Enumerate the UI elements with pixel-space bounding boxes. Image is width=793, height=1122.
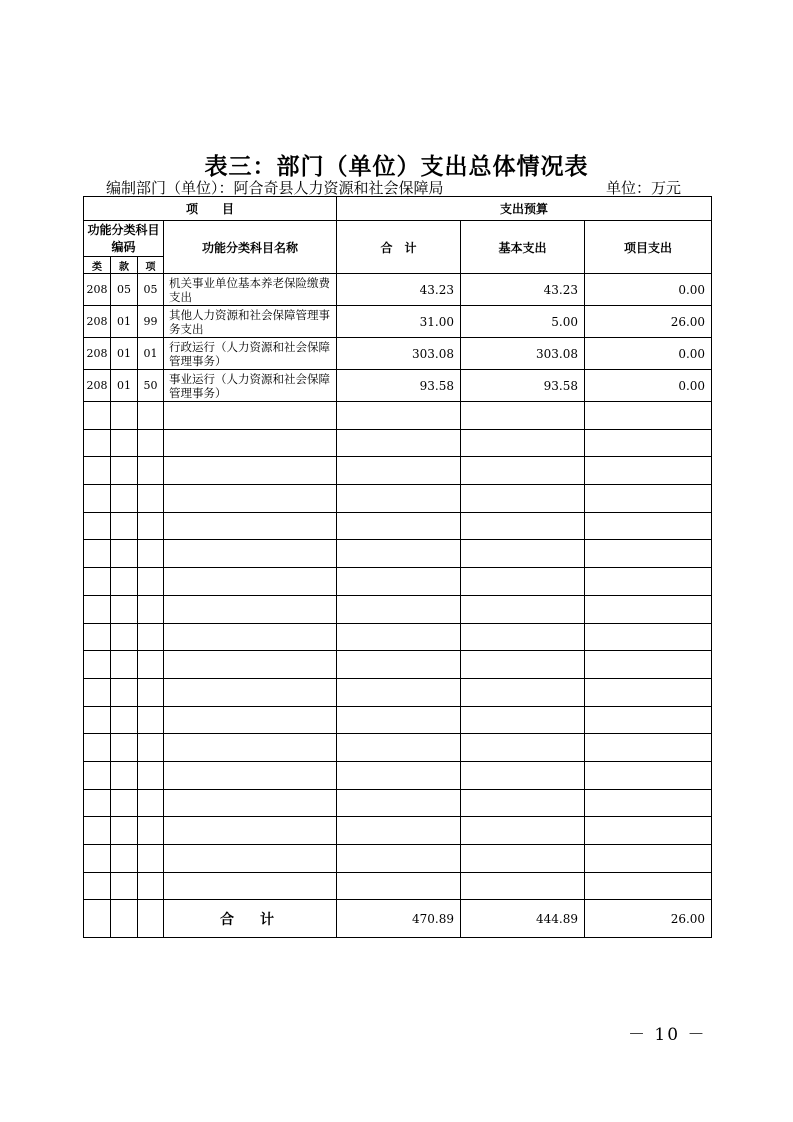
empty-cell (461, 651, 585, 679)
empty-cell (164, 485, 337, 513)
empty-row (84, 761, 712, 789)
total-row (84, 900, 712, 938)
empty-cell (337, 817, 461, 845)
empty-row (84, 678, 712, 706)
header-code-group: 功能分类科目编码 (84, 221, 164, 257)
header-row-mid (84, 221, 712, 257)
empty-row (84, 789, 712, 817)
empty-cell (461, 512, 585, 540)
empty-cell (164, 651, 337, 679)
item-name: 机关事业单位基本养老保险缴费支出 (164, 274, 337, 306)
header-kuan: 款 (111, 257, 138, 274)
empty-cell (111, 457, 138, 485)
empty-row (84, 651, 712, 679)
empty-cell (164, 429, 337, 457)
empty-cell (111, 761, 138, 789)
empty-cell (164, 678, 337, 706)
empty-cell (138, 761, 164, 789)
item-project: 26.00 (585, 306, 712, 338)
empty-cell (84, 568, 111, 596)
empty-cell (164, 817, 337, 845)
empty-cell (111, 651, 138, 679)
item-project: 0.00 (585, 338, 712, 370)
empty-cell (585, 540, 712, 568)
empty-cell (461, 485, 585, 513)
empty-cell (337, 623, 461, 651)
empty-cell (164, 595, 337, 623)
empty-cell (585, 595, 712, 623)
empty-cell (337, 485, 461, 513)
item-total: 43.23 (337, 274, 461, 306)
item-name: 行政运行（人力资源和社会保障管理事务） (164, 338, 337, 370)
table-row (84, 306, 712, 338)
item-total: 303.08 (337, 338, 461, 370)
empty-cell (84, 734, 111, 762)
header-basic: 基本支出 (461, 221, 585, 274)
empty-cell (164, 761, 337, 789)
code-xiang: 05 (138, 274, 164, 306)
empty-row (84, 429, 712, 457)
empty-cell (337, 595, 461, 623)
code-xiang: 99 (138, 306, 164, 338)
empty-cell (461, 706, 585, 734)
item-project: 0.00 (585, 370, 712, 402)
empty-row (84, 845, 712, 873)
empty-cell (111, 540, 138, 568)
empty-cell (84, 595, 111, 623)
empty-cell (585, 568, 712, 596)
empty-cell (111, 678, 138, 706)
empty-row (84, 817, 712, 845)
empty-cell (111, 900, 138, 938)
empty-cell (164, 706, 337, 734)
empty-cell (138, 651, 164, 679)
empty-cell (164, 872, 337, 900)
total-project: 26.00 (585, 900, 712, 938)
empty-cell (164, 402, 337, 430)
empty-cell (111, 706, 138, 734)
empty-cell (138, 595, 164, 623)
code-xiang: 50 (138, 370, 164, 402)
empty-cell (585, 623, 712, 651)
empty-cell (461, 402, 585, 430)
empty-cell (164, 568, 337, 596)
table-row (84, 274, 712, 306)
empty-cell (164, 457, 337, 485)
page-number: － 10 － (628, 1025, 707, 1045)
empty-cell (84, 872, 111, 900)
empty-cell (84, 651, 111, 679)
item-basic: 93.58 (461, 370, 585, 402)
empty-cell (337, 540, 461, 568)
empty-cell (111, 845, 138, 873)
empty-cell (585, 789, 712, 817)
empty-cell (337, 872, 461, 900)
item-name: 事业运行（人力资源和社会保障管理事务） (164, 370, 337, 402)
empty-cell (84, 485, 111, 513)
empty-cell (138, 540, 164, 568)
code-lei: 208 (84, 370, 111, 402)
empty-cell (138, 429, 164, 457)
empty-row (84, 485, 712, 513)
empty-cell (138, 734, 164, 762)
empty-cell (111, 429, 138, 457)
empty-cell (337, 845, 461, 873)
empty-row (84, 734, 712, 762)
code-lei: 208 (84, 338, 111, 370)
empty-cell (461, 734, 585, 762)
empty-cell (111, 872, 138, 900)
header-xiang: 项 (138, 257, 164, 274)
item-total: 93.58 (337, 370, 461, 402)
empty-cell (138, 678, 164, 706)
empty-cell (337, 734, 461, 762)
empty-cell (111, 485, 138, 513)
empty-cell (84, 789, 111, 817)
item-basic: 303.08 (461, 338, 585, 370)
page-title: 表三：部门（单位）支出总体情况表 (204, 154, 589, 180)
header-name: 功能分类科目名称 (164, 221, 337, 274)
empty-cell (585, 651, 712, 679)
total-sum: 470.89 (337, 900, 461, 938)
header-budget: 支出预算 (337, 197, 712, 221)
item-total: 31.00 (337, 306, 461, 338)
code-lei: 208 (84, 306, 111, 338)
code-kuan: 01 (111, 338, 138, 370)
empty-cell (585, 429, 712, 457)
empty-cell (337, 402, 461, 430)
empty-cell (164, 512, 337, 540)
empty-cell (138, 402, 164, 430)
unit-line: 单位：万元 (606, 179, 682, 197)
empty-cell (461, 457, 585, 485)
empty-cell (84, 900, 111, 938)
empty-cell (461, 429, 585, 457)
empty-cell (461, 678, 585, 706)
empty-cell (461, 623, 585, 651)
empty-row (84, 568, 712, 596)
empty-cell (337, 512, 461, 540)
code-xiang: 01 (138, 338, 164, 370)
empty-cell (138, 789, 164, 817)
empty-cell (585, 485, 712, 513)
empty-cell (585, 678, 712, 706)
empty-row (84, 540, 712, 568)
expenditure-table (83, 196, 712, 938)
total-label: 合 计 (164, 900, 337, 938)
header-total: 合 计 (337, 221, 461, 274)
table-row (84, 370, 712, 402)
empty-row (84, 402, 712, 430)
empty-cell (138, 706, 164, 734)
empty-cell (138, 845, 164, 873)
empty-cell (461, 761, 585, 789)
empty-cell (138, 568, 164, 596)
empty-cell (138, 623, 164, 651)
empty-cell (138, 817, 164, 845)
empty-cell (461, 540, 585, 568)
empty-cell (138, 485, 164, 513)
empty-cell (461, 872, 585, 900)
empty-cell (337, 429, 461, 457)
empty-cell (164, 789, 337, 817)
empty-cell (84, 761, 111, 789)
empty-cell (138, 900, 164, 938)
header-lei: 类 (84, 257, 111, 274)
empty-cell (138, 872, 164, 900)
empty-cell (337, 706, 461, 734)
empty-row (84, 595, 712, 623)
empty-cell (585, 734, 712, 762)
empty-cell (337, 651, 461, 679)
empty-row (84, 872, 712, 900)
total-basic: 444.89 (461, 900, 585, 938)
empty-cell (337, 761, 461, 789)
item-project: 0.00 (585, 274, 712, 306)
empty-row (84, 623, 712, 651)
empty-cell (461, 595, 585, 623)
empty-cell (461, 845, 585, 873)
empty-cell (138, 512, 164, 540)
empty-cell (585, 457, 712, 485)
code-kuan: 01 (111, 370, 138, 402)
empty-cell (138, 457, 164, 485)
empty-cell (84, 402, 111, 430)
empty-cell (84, 512, 111, 540)
empty-cell (111, 595, 138, 623)
header-project: 项目支出 (585, 221, 712, 274)
empty-cell (164, 540, 337, 568)
empty-cell (337, 789, 461, 817)
item-basic: 43.23 (461, 274, 585, 306)
empty-cell (84, 623, 111, 651)
empty-cell (585, 817, 712, 845)
header-row-top (84, 197, 712, 221)
empty-row (84, 512, 712, 540)
empty-cell (461, 568, 585, 596)
item-name: 其他人力资源和社会保障管理事务支出 (164, 306, 337, 338)
empty-cell (84, 457, 111, 485)
empty-cell (585, 402, 712, 430)
empty-cell (585, 845, 712, 873)
code-lei: 208 (84, 274, 111, 306)
empty-cell (585, 761, 712, 789)
empty-cell (111, 623, 138, 651)
empty-cell (585, 512, 712, 540)
empty-cell (84, 817, 111, 845)
empty-row (84, 706, 712, 734)
empty-cell (84, 429, 111, 457)
empty-cell (111, 512, 138, 540)
empty-cell (164, 734, 337, 762)
empty-cell (337, 457, 461, 485)
empty-cell (164, 623, 337, 651)
code-kuan: 01 (111, 306, 138, 338)
empty-cell (111, 568, 138, 596)
empty-row (84, 457, 712, 485)
empty-cell (84, 845, 111, 873)
table-row (84, 338, 712, 370)
header-item: 项 目 (84, 197, 337, 221)
empty-cell (461, 789, 585, 817)
item-basic: 5.00 (461, 306, 585, 338)
empty-cell (84, 678, 111, 706)
empty-cell (84, 540, 111, 568)
empty-cell (84, 706, 111, 734)
empty-cell (585, 706, 712, 734)
empty-cell (111, 817, 138, 845)
code-kuan: 05 (111, 274, 138, 306)
empty-cell (585, 872, 712, 900)
empty-cell (111, 402, 138, 430)
empty-cell (337, 678, 461, 706)
empty-cell (461, 817, 585, 845)
empty-cell (111, 789, 138, 817)
empty-cell (164, 845, 337, 873)
empty-cell (111, 734, 138, 762)
department-line: 编制部门（单位）：阿合奇县人力资源和社会保障局 (106, 179, 444, 197)
empty-cell (337, 568, 461, 596)
